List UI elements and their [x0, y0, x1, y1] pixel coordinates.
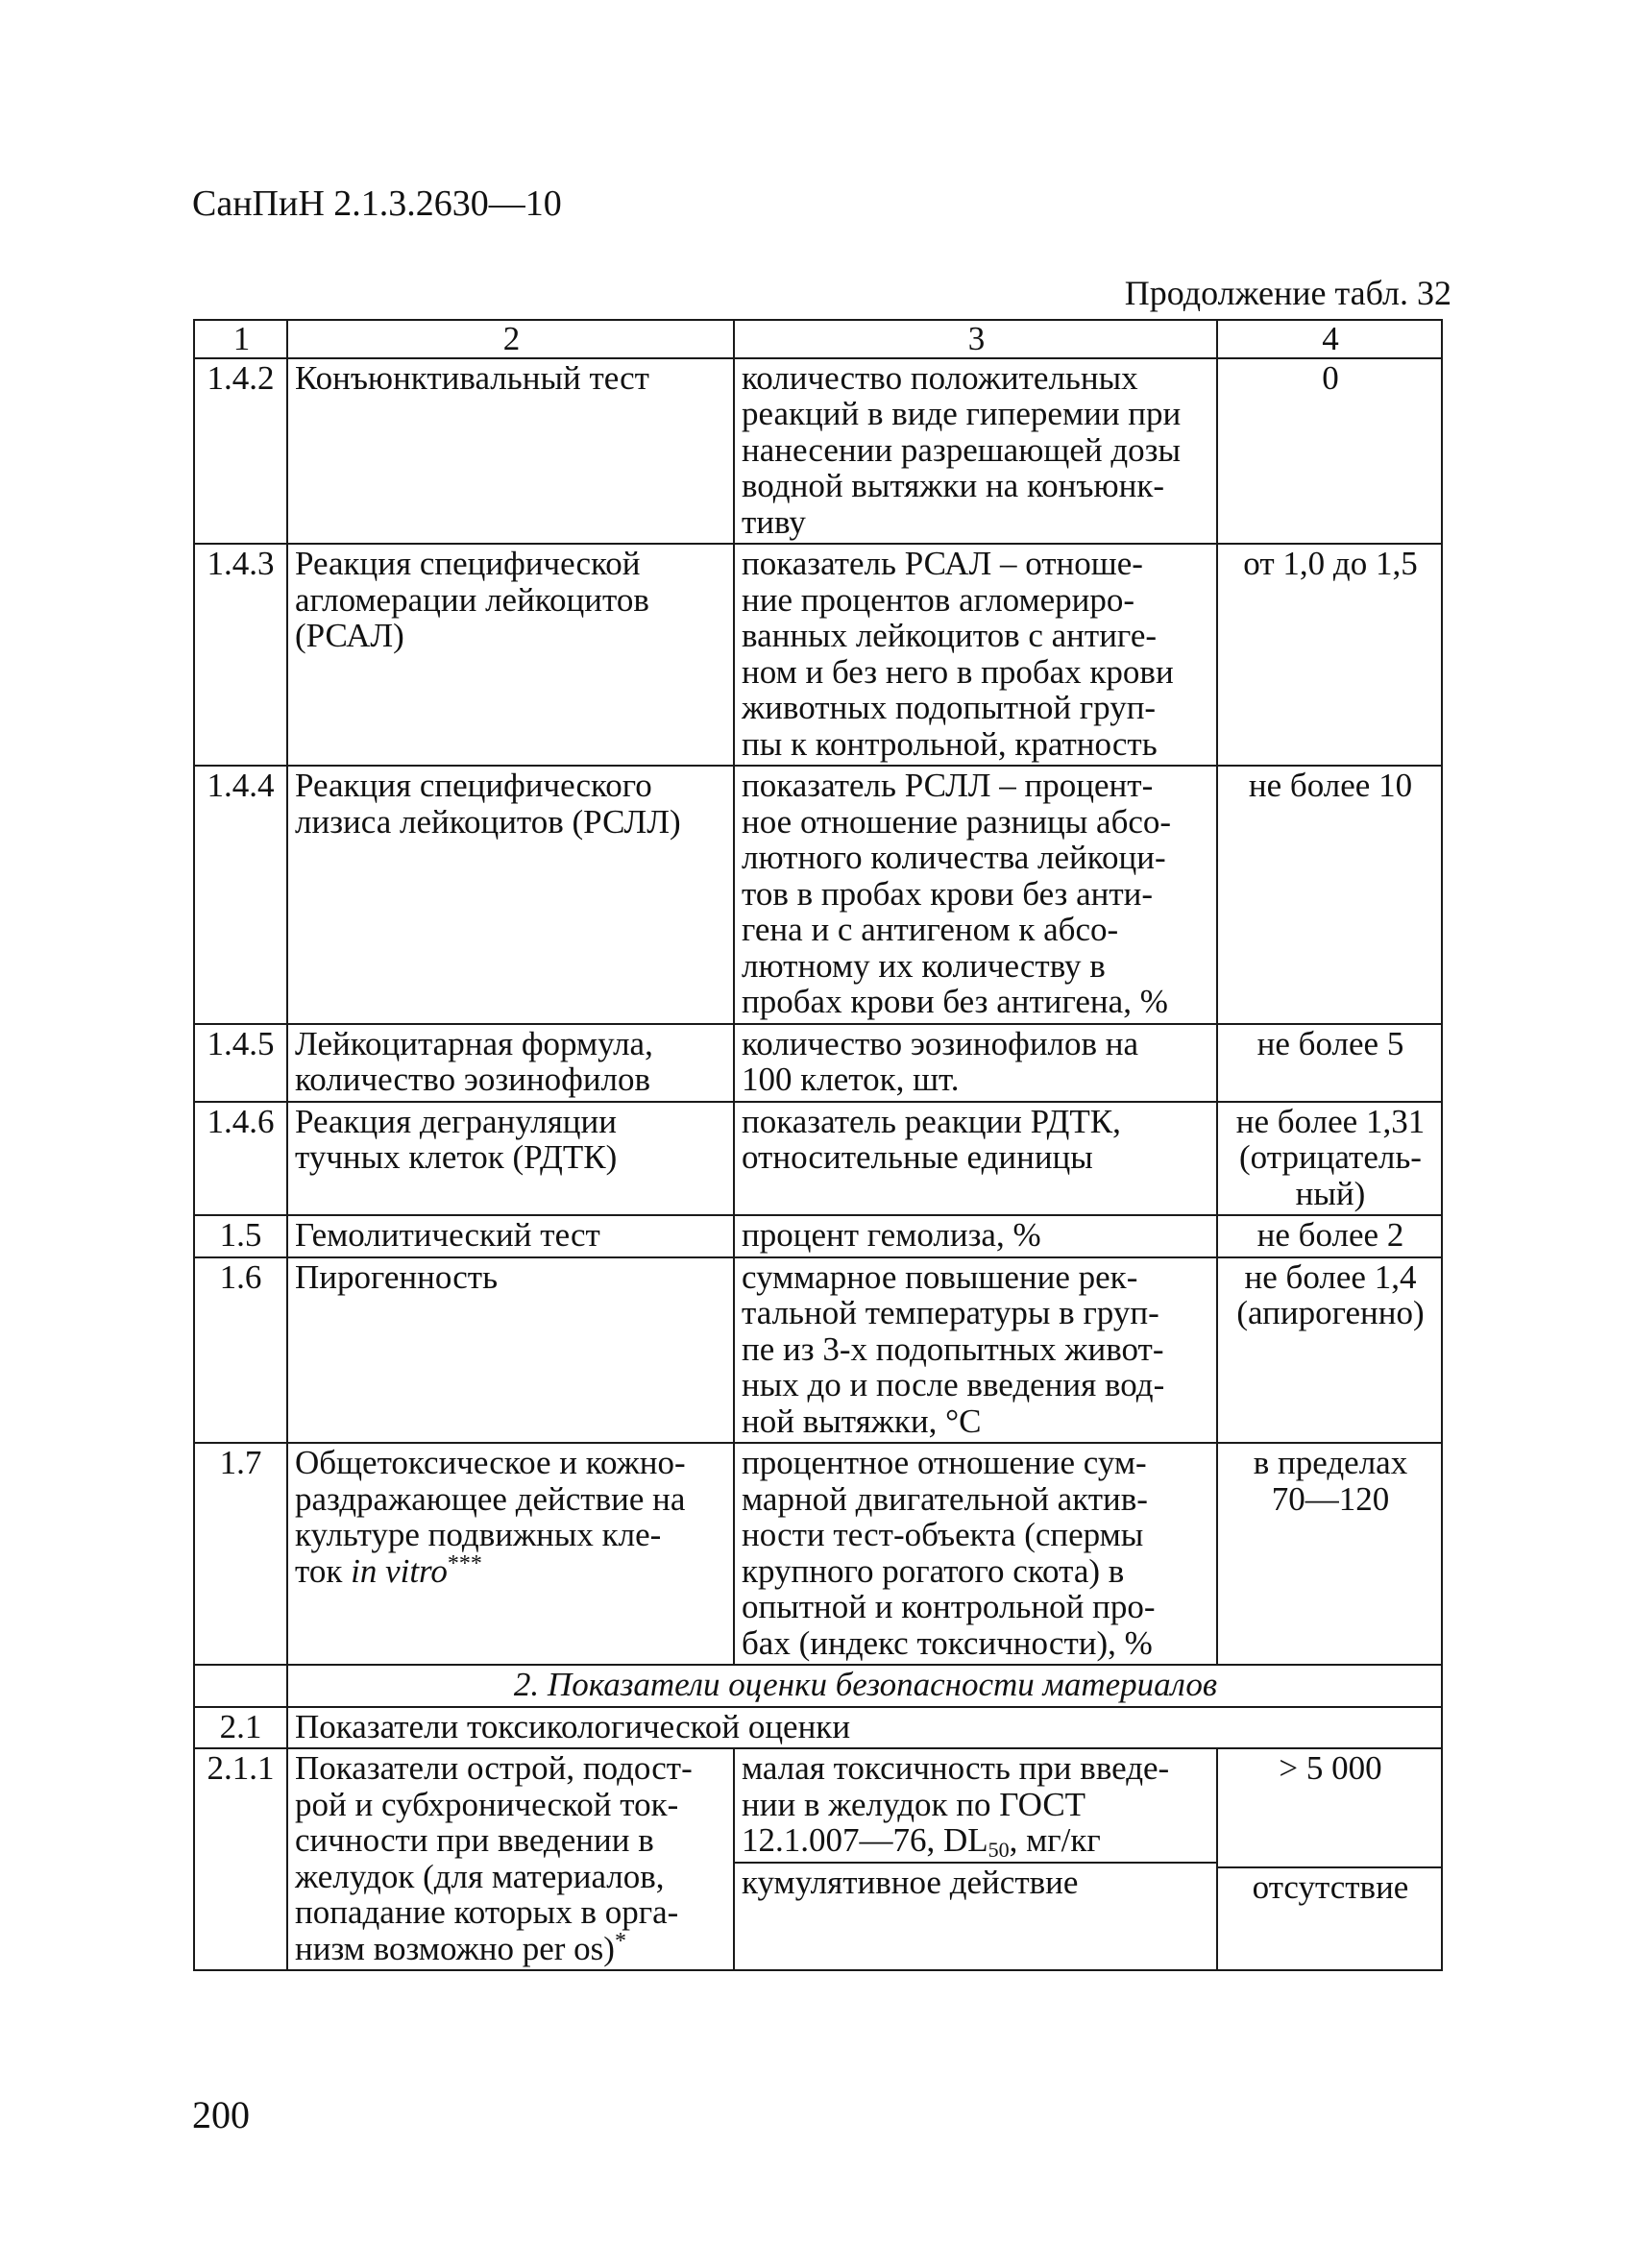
row-number: 1.4.4	[194, 766, 287, 1024]
value-cumulative: отсутствие	[1218, 1866, 1441, 1909]
table-row	[194, 1102, 1442, 1216]
table-row	[194, 1443, 1442, 1665]
table-body-tail	[194, 1443, 1442, 1970]
row-name: Гемолитический тест	[287, 1215, 734, 1257]
row-indicator	[734, 1748, 1217, 1970]
column-number-row	[194, 320, 1442, 358]
row-indicator: показатель РСЛЛ – процент- ное отношение разницы абсо- лютного количества лейкоци- тов в пробах крови без анти- гена и с антигеном к абсо- лютному их количеству в пробах крови без антигена, %	[734, 766, 1217, 1024]
row-number: 1.4.5	[194, 1024, 287, 1102]
value-acute-toxicity: > 5 000	[1279, 1749, 1382, 1787]
section-title: 2. Показатели оценки безопасности материалов	[287, 1665, 1442, 1707]
column-number: 1	[194, 320, 287, 358]
row-indicator: показатель реакции РДТК, относительные единицы	[734, 1102, 1217, 1216]
indicator-acute-toxicity: малая токсичность при введе- нии в желудок по ГОСТ 12.1.007—76, $DL_{50}$, мг/кг	[742, 1749, 1170, 1862]
table-row	[194, 1748, 1442, 1970]
row-number: 1.5	[194, 1215, 287, 1257]
table-row	[194, 358, 1442, 545]
row-name: Показатели острой, подост- рой и субхронической ток- сичности при введении в желудок (для материалов, попадание которых в орга- низм возможно per os)*	[287, 1748, 734, 1970]
row-indicator: процентное отношение сум- марной двигательной актив- ности тест-объекта (спермы крупного рогатого скота) в опытной и контрольной про- бах (индекс токсичности), %	[734, 1443, 1217, 1665]
row-name: Показатели токсикологической оценки	[287, 1707, 1442, 1749]
table-continuation-label: Продолжение табл. 32	[1124, 274, 1451, 312]
row-name: Реакция специфического лизиса лейкоцитов (РСЛЛ)	[287, 766, 734, 1024]
row-value: в пределах 70—120	[1217, 1443, 1442, 1665]
row-name: Лейкоцитарная формула, количество эозинофилов	[287, 1024, 734, 1102]
column-number: 3	[734, 320, 1217, 358]
table-row	[194, 1024, 1442, 1102]
row-indicator: показатель РСАЛ – отноше- ние процентов агломериро- ванных лейкоцитов с антиге- ном и без него в пробах крови животных подопытной груп- пы к контрольной, кратность	[734, 544, 1217, 766]
table-row	[194, 1257, 1442, 1444]
column-number: 2	[287, 320, 734, 358]
row-indicator: количество положительных реакций в виде гиперемии при нанесении разрешающей дозы водной вытяжки на конъюнк- тиву	[734, 358, 1217, 545]
table-row	[194, 766, 1442, 1024]
row-value: от 1,0 до 1,5	[1217, 544, 1442, 766]
row-indicator: суммарное повышение рек- тальной температуры в груп- пе из 3-х подопытных живот- ных до и после введения вод- ной вытяжки, °С	[734, 1257, 1217, 1444]
row-value: не более 2	[1217, 1215, 1442, 1257]
row-value: 0	[1217, 358, 1442, 545]
requirements-table	[193, 319, 1443, 1971]
row-number: 1.4.6	[194, 1102, 287, 1216]
document-title: СанПиН 2.1.3.2630—10	[192, 183, 562, 224]
table-body	[194, 320, 1442, 1443]
row-number: 1.7	[194, 1443, 287, 1665]
row-value: не более 1,31 (отрицатель- ный)	[1217, 1102, 1442, 1216]
row-value: не более 1,4 (апирогенно)	[1217, 1257, 1442, 1444]
row-value: не более 5	[1217, 1024, 1442, 1102]
row-number: 1.4.2	[194, 358, 287, 545]
row-name: Реакция дегрануляции тучных клеток (РДТК)	[287, 1102, 734, 1216]
table-row	[194, 1215, 1442, 1257]
table-row	[194, 1707, 1442, 1749]
row-number: 2.1	[194, 1707, 287, 1749]
page-number: 200	[192, 2093, 250, 2136]
row-indicator: процент гемолиза, %	[734, 1215, 1217, 1257]
row-value	[1217, 1748, 1442, 1970]
section-row	[194, 1665, 1442, 1707]
row-name: Конъюнктивальный тест	[287, 358, 734, 545]
row-number: 1.4.3	[194, 544, 287, 766]
row-name: Пирогенность	[287, 1257, 734, 1444]
row-number: 1.6	[194, 1257, 287, 1444]
column-number: 4	[1217, 320, 1442, 358]
row-indicator: количество эозинофилов на 100 клеток, шт.	[734, 1024, 1217, 1102]
row-value: не более 10	[1217, 766, 1442, 1024]
row-name: Общетоксическое и кожно- раздражающее действие на культуре подвижных кле- ток in vitro***	[287, 1443, 734, 1665]
row-name: Реакция специфической агломерации лейкоцитов (РСАЛ)	[287, 544, 734, 766]
table-row	[194, 544, 1442, 766]
indicator-cumulative: кумулятивное действие	[735, 1862, 1216, 1904]
row-number: 2.1.1	[194, 1748, 287, 1970]
